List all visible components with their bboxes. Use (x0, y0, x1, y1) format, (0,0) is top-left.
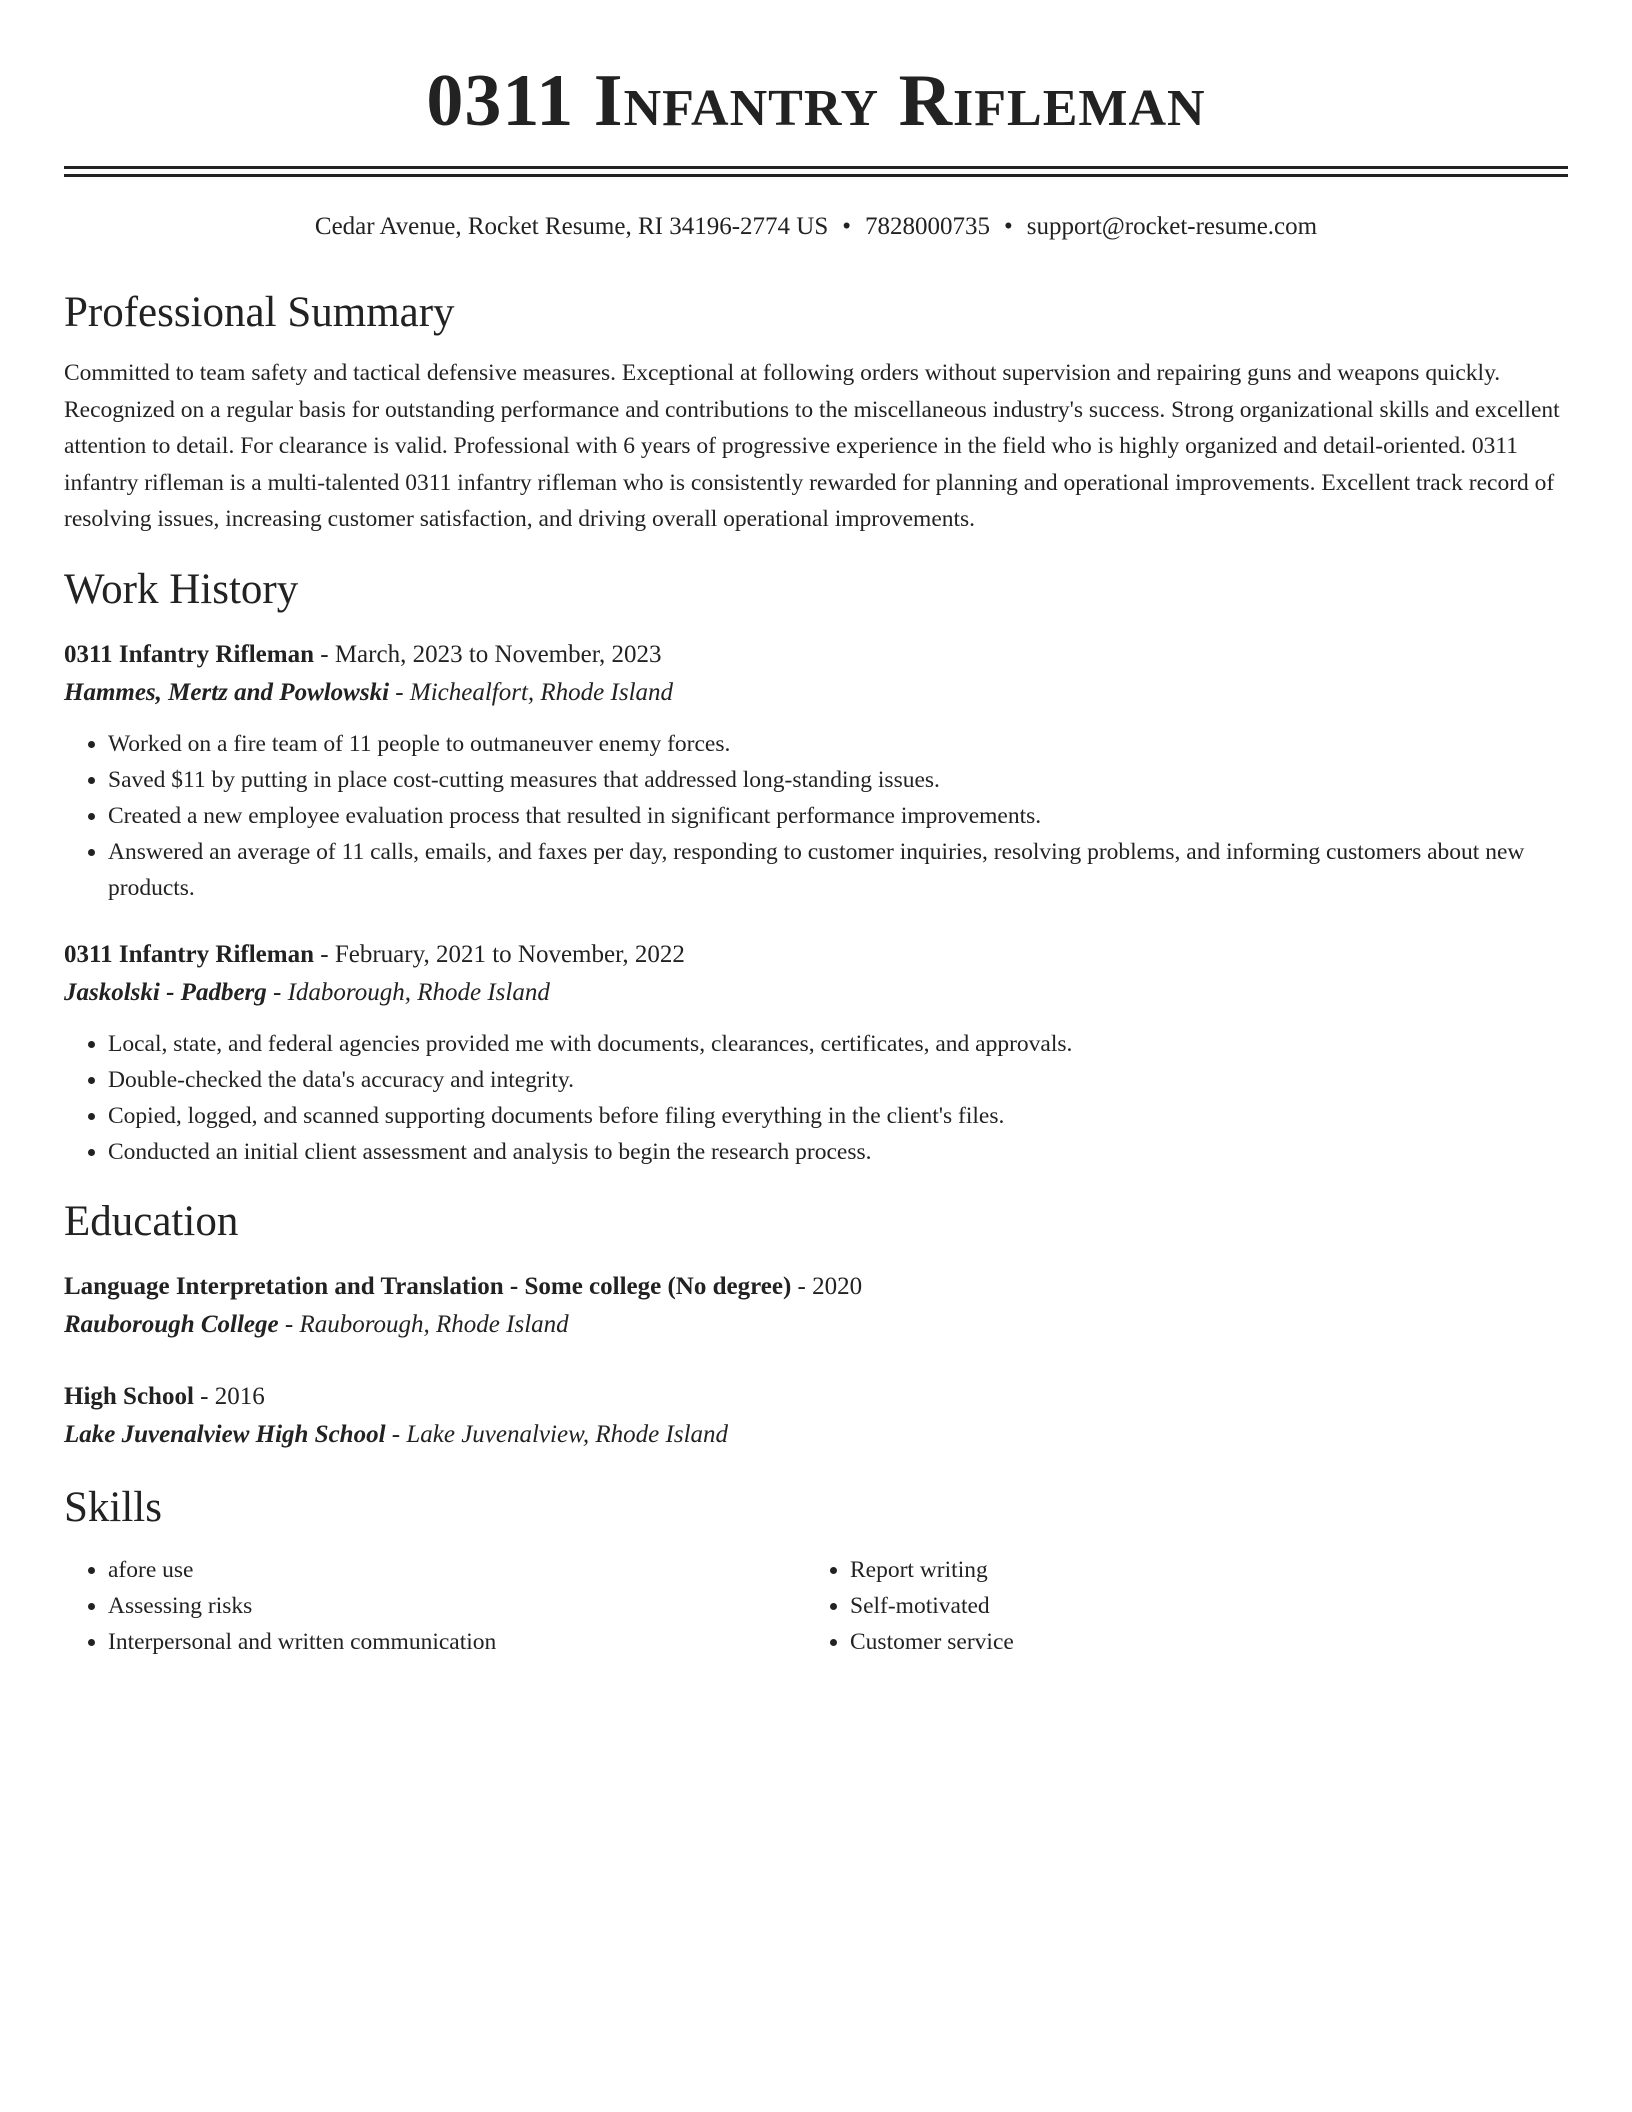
education-heading: Education (64, 1197, 239, 1245)
job-position: 0311 Infantry Rifleman (64, 940, 314, 968)
job-bullet: • Local, state, and federal agencies provided me with documents, clearances, certificates, and approvals. (108, 1026, 1568, 1062)
skill-item: • Customer service (850, 1624, 1548, 1660)
job-bullets (64, 726, 1568, 906)
job-entry (64, 936, 1568, 1170)
job-bullet: • Copied, logged, and scanned supporting documents before filing everything in the client's files. (108, 1098, 1568, 1134)
skill-item: • Report writing (850, 1552, 1548, 1588)
job-bullet: • Answered an average of 11 calls, emails, and faxes per day, responding to customer inquiries, resolving problems, and informing customers about new products. (108, 834, 1568, 906)
education-entry (64, 1268, 1568, 1344)
skill-item: • Interpersonal and written communication (108, 1624, 806, 1660)
skill-item: • Assessing risks (108, 1588, 806, 1624)
contact-email: support@rocket-resume.com (1026, 213, 1318, 240)
job-company-line (64, 974, 1568, 1012)
job-bullet: • Double-checked the data's accuracy and integrity. (108, 1062, 1568, 1098)
education-entry (64, 1378, 1568, 1454)
work-history-heading: Work History (64, 565, 299, 613)
contact-line (64, 211, 1568, 243)
contact-separator: • (1004, 213, 1013, 240)
job-company: Hammes, Mertz and Powlowski (64, 678, 390, 706)
job-bullet: • Created a new employee evaluation process that resulted in significant performance improvements. (108, 798, 1568, 834)
education-school: Rauborough College (64, 1310, 279, 1338)
education-degree: High School (64, 1382, 194, 1410)
education-year: - 2020 (791, 1272, 863, 1300)
summary-heading: Professional Summary (64, 289, 455, 336)
job-bullet: • Saved $11 by putting in place cost-cutting measures that addressed long-standing issues. (108, 762, 1568, 798)
header-double-rule (64, 166, 1568, 177)
education-school: Lake Juvenalview High School (64, 1420, 386, 1448)
education-header (64, 1378, 1568, 1416)
job-header (64, 936, 1568, 974)
job-company-line (64, 674, 1568, 712)
job-dates: - February, 2021 to November, 2022 (314, 940, 685, 968)
job-company: Jaskolski - Padberg (64, 978, 267, 1006)
contact-separator: • (842, 213, 852, 240)
resume-name: 0311 Infantry Rifleman (426, 60, 1206, 142)
job-bullet: • Worked on a fire team of 11 people to outmaneuver enemy forces. (108, 726, 1568, 762)
contact-address: Cedar Avenue, Rocket Resume, RI 34196-2774 US (314, 213, 829, 240)
job-bullets (64, 1026, 1568, 1170)
skill-item: • afore use (108, 1552, 806, 1588)
education-location: - Rauborough, Rhode Island (278, 1310, 569, 1338)
job-dates: - March, 2023 to November, 2023 (314, 640, 662, 668)
skills-heading: Skills (64, 1483, 162, 1531)
skills-left-column (64, 1552, 806, 1660)
job-bullet: • Conducted an initial client assessment and analysis to begin the research process. (108, 1134, 1568, 1170)
job-header (64, 636, 1568, 674)
education-header (64, 1268, 1568, 1306)
job-location: - Michealfort, Rhode Island (389, 678, 674, 706)
job-position: 0311 Infantry Rifleman (64, 640, 314, 668)
job-location: - Idaborough, Rhode Island (266, 978, 550, 1006)
education-year: - 2016 (193, 1382, 265, 1410)
education-degree: Language Interpretation and Translation - Some college (No degree) (64, 1272, 792, 1300)
skills-columns (64, 1552, 1568, 1660)
education-location: - Lake Juvenalview, Rhode Island (385, 1420, 729, 1448)
summary-text: Committed to team safety and tactical defensive measures. Exceptional at following orders without supervision and repairing guns and weapons quickly. Recognized on a regular basis for outstanding performance and contributions to the miscellaneous industry's success. Strong organizational skills and excellent attention to detail. For clearance is valid. Professional with 6 years of progressive experience in the field who is highly organized and detail-oriented. 0311 infantry rifleman is a multi-talented 0311 infantry rifleman who is consistently rewarded for planning and operational improvements. Excellent track record of resolving issues, increasing customer satisfaction, and driving overall operational improvements. (64, 360, 1560, 532)
education-school-line (64, 1306, 1568, 1344)
education-school-line (64, 1416, 1568, 1454)
skill-item: • Self-motivated (850, 1588, 1548, 1624)
job-entry (64, 636, 1568, 906)
contact-phone: 7828000735 (865, 213, 991, 240)
skills-right-column (806, 1552, 1548, 1660)
